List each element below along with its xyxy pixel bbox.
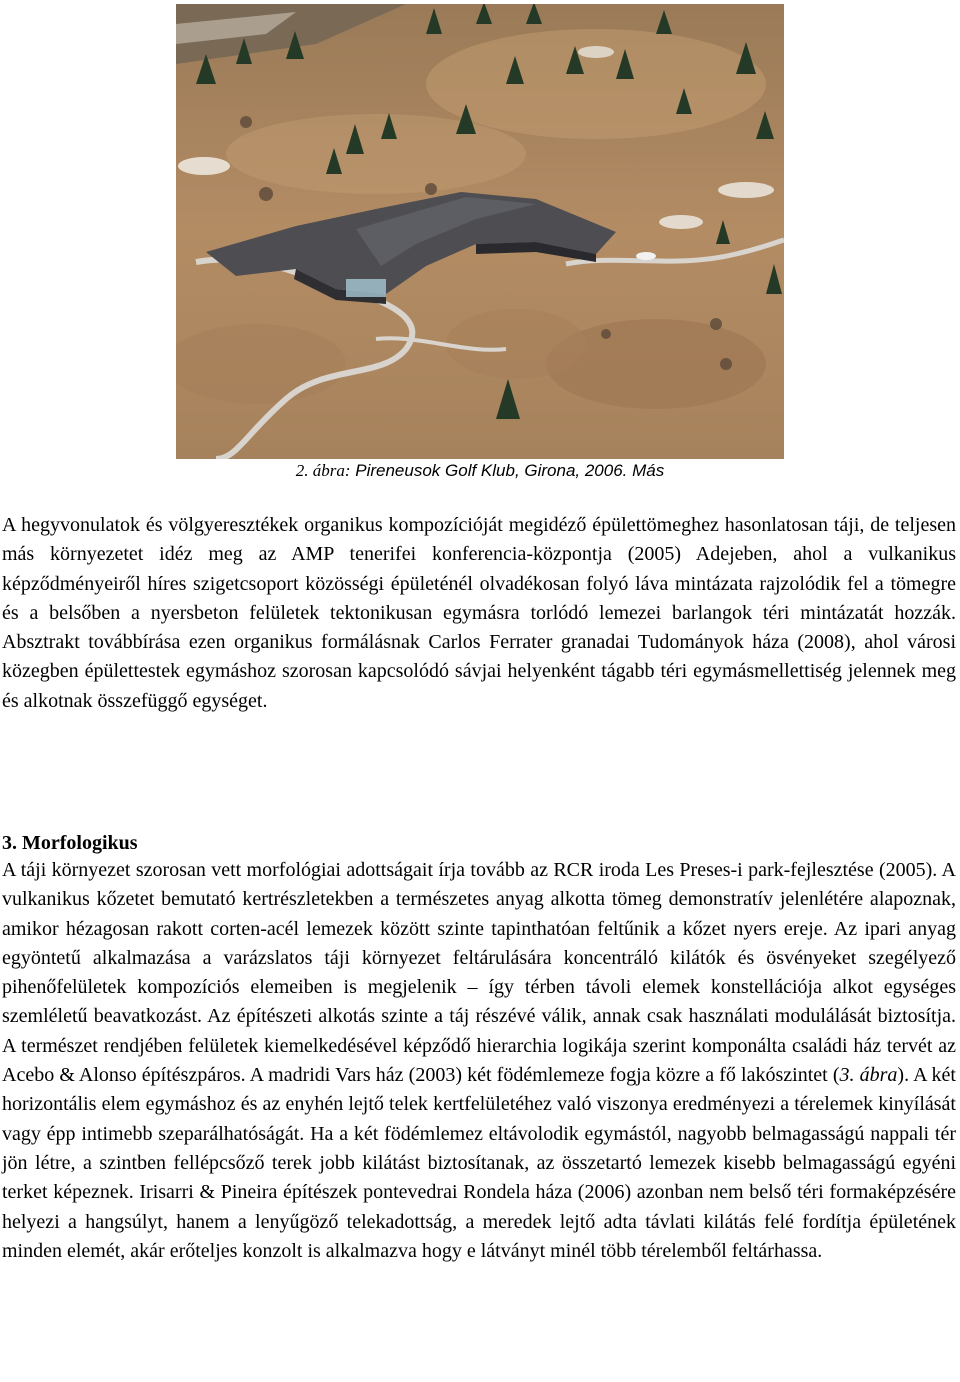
section-heading: [2, 829, 138, 858]
figure-caption: [0, 459, 960, 483]
paragraph-2-part-1: A táji környezet szorosan vett morfológiai adottságait írja tovább az RCR iroda Les Preses-i park-fejlesztése (2005). A vulkanikus kőzetet bemutató kertrészletekben a természetes anyag alkotta tömeg demonstratív jelenlétére alapoznak, amikor hézagosan rakott corten-acél lemezek között szinte tapinthatóan feltűnik a kőzet nyers ereje. Az ipari anyag egyöntetű alkalmazása a varázslatos táji környezet feltárulására koncentráló kilátók és ösvényeket szegélyező pihenőfelületek kompozíciós elemeiben is megjelenik – így térben távoli elemek konstellációja alkot egységes szemléletű beavatkozást. Az építészeti alkotás szinte a táj részévé válik, annak csak használati modulálását biztosítja. A természet rendjében felületek kiemelkedésével képződő hierarchia logikája szerint komponálta családi ház tervét az Acebo & Alonso építészpáros. A madridi Vars ház (2003) két födémlemeze fogja közre a fő lakószintet (: [2, 859, 956, 1087]
body-paragraph-2: [2, 856, 956, 1266]
section-title: Morfologikus: [22, 832, 138, 854]
figure-caption-prefix: 2. ábra:: [295, 461, 351, 480]
figure-reference: 3. ábra: [839, 1064, 898, 1087]
section-number: 3.: [2, 832, 17, 854]
figure-caption-text: Pireneusok Golf Klub, Girona, 2006. Más: [350, 461, 665, 480]
paragraph-2-part-2: ). A két horizontális elem egymáshoz és az enyhén lejtő telek kertfelületéhez való viszonya eredményezi a térelemek kinyílását vagy épp intimebb szeparálhatóságát. Ha a két födémlemez eltávolodik egymástól, nagyobb belmagasságú nappali tér jön létre, a szintben fellépcsőző terek jobb kilátást biztosítanak, az összetartó lemezek kisebb belmagasságú egyéni terket képeznek. Irisarri & Pineira építészek pontevedrai Rondela háza (2006) azonban nem belső téri formaképzésére helyezi a hangsúlyt, hanem a lenyűgöző telekadottság, a meredek lejtő adta távlati kilátás felé fordítja épületének minden elemét, akár erőteljes konzolt is alkalmazva hogy e látványt minél több térelemből feltárhassa.: [2, 1064, 956, 1262]
golf-club-aerial-photo: [176, 4, 784, 459]
body-paragraph-1: A hegyvonulatok és völgyeresztékek organikus kompozícióját megidéző épülettömeghez hasonlatosan táji, de teljesen más környezetet idéz meg az AMP tenerifei konferencia-központja (2005) Adejeben, ahol a vulkanikus képződményeiről híres szigetcsoport közösségi épületénél olvadékosan folyó láva mintázata rajzolódik fel a tömegre és a belsőben a nyersbeton felületek tektonikusan egymásra torlódó lemezei barlangok téri mintázatát hozzák. Absztrakt továbbírása ezen organikus formálásnak Carlos Ferrater granadai Tudományok háza (2008), ahol városi közegben épülettestek egymáshoz szorosan kapcsolódó sávjai helyenként tágabb téri egymásmellettiség jelennek meg és alkotnak összefüggő egységet.: [2, 514, 956, 712]
